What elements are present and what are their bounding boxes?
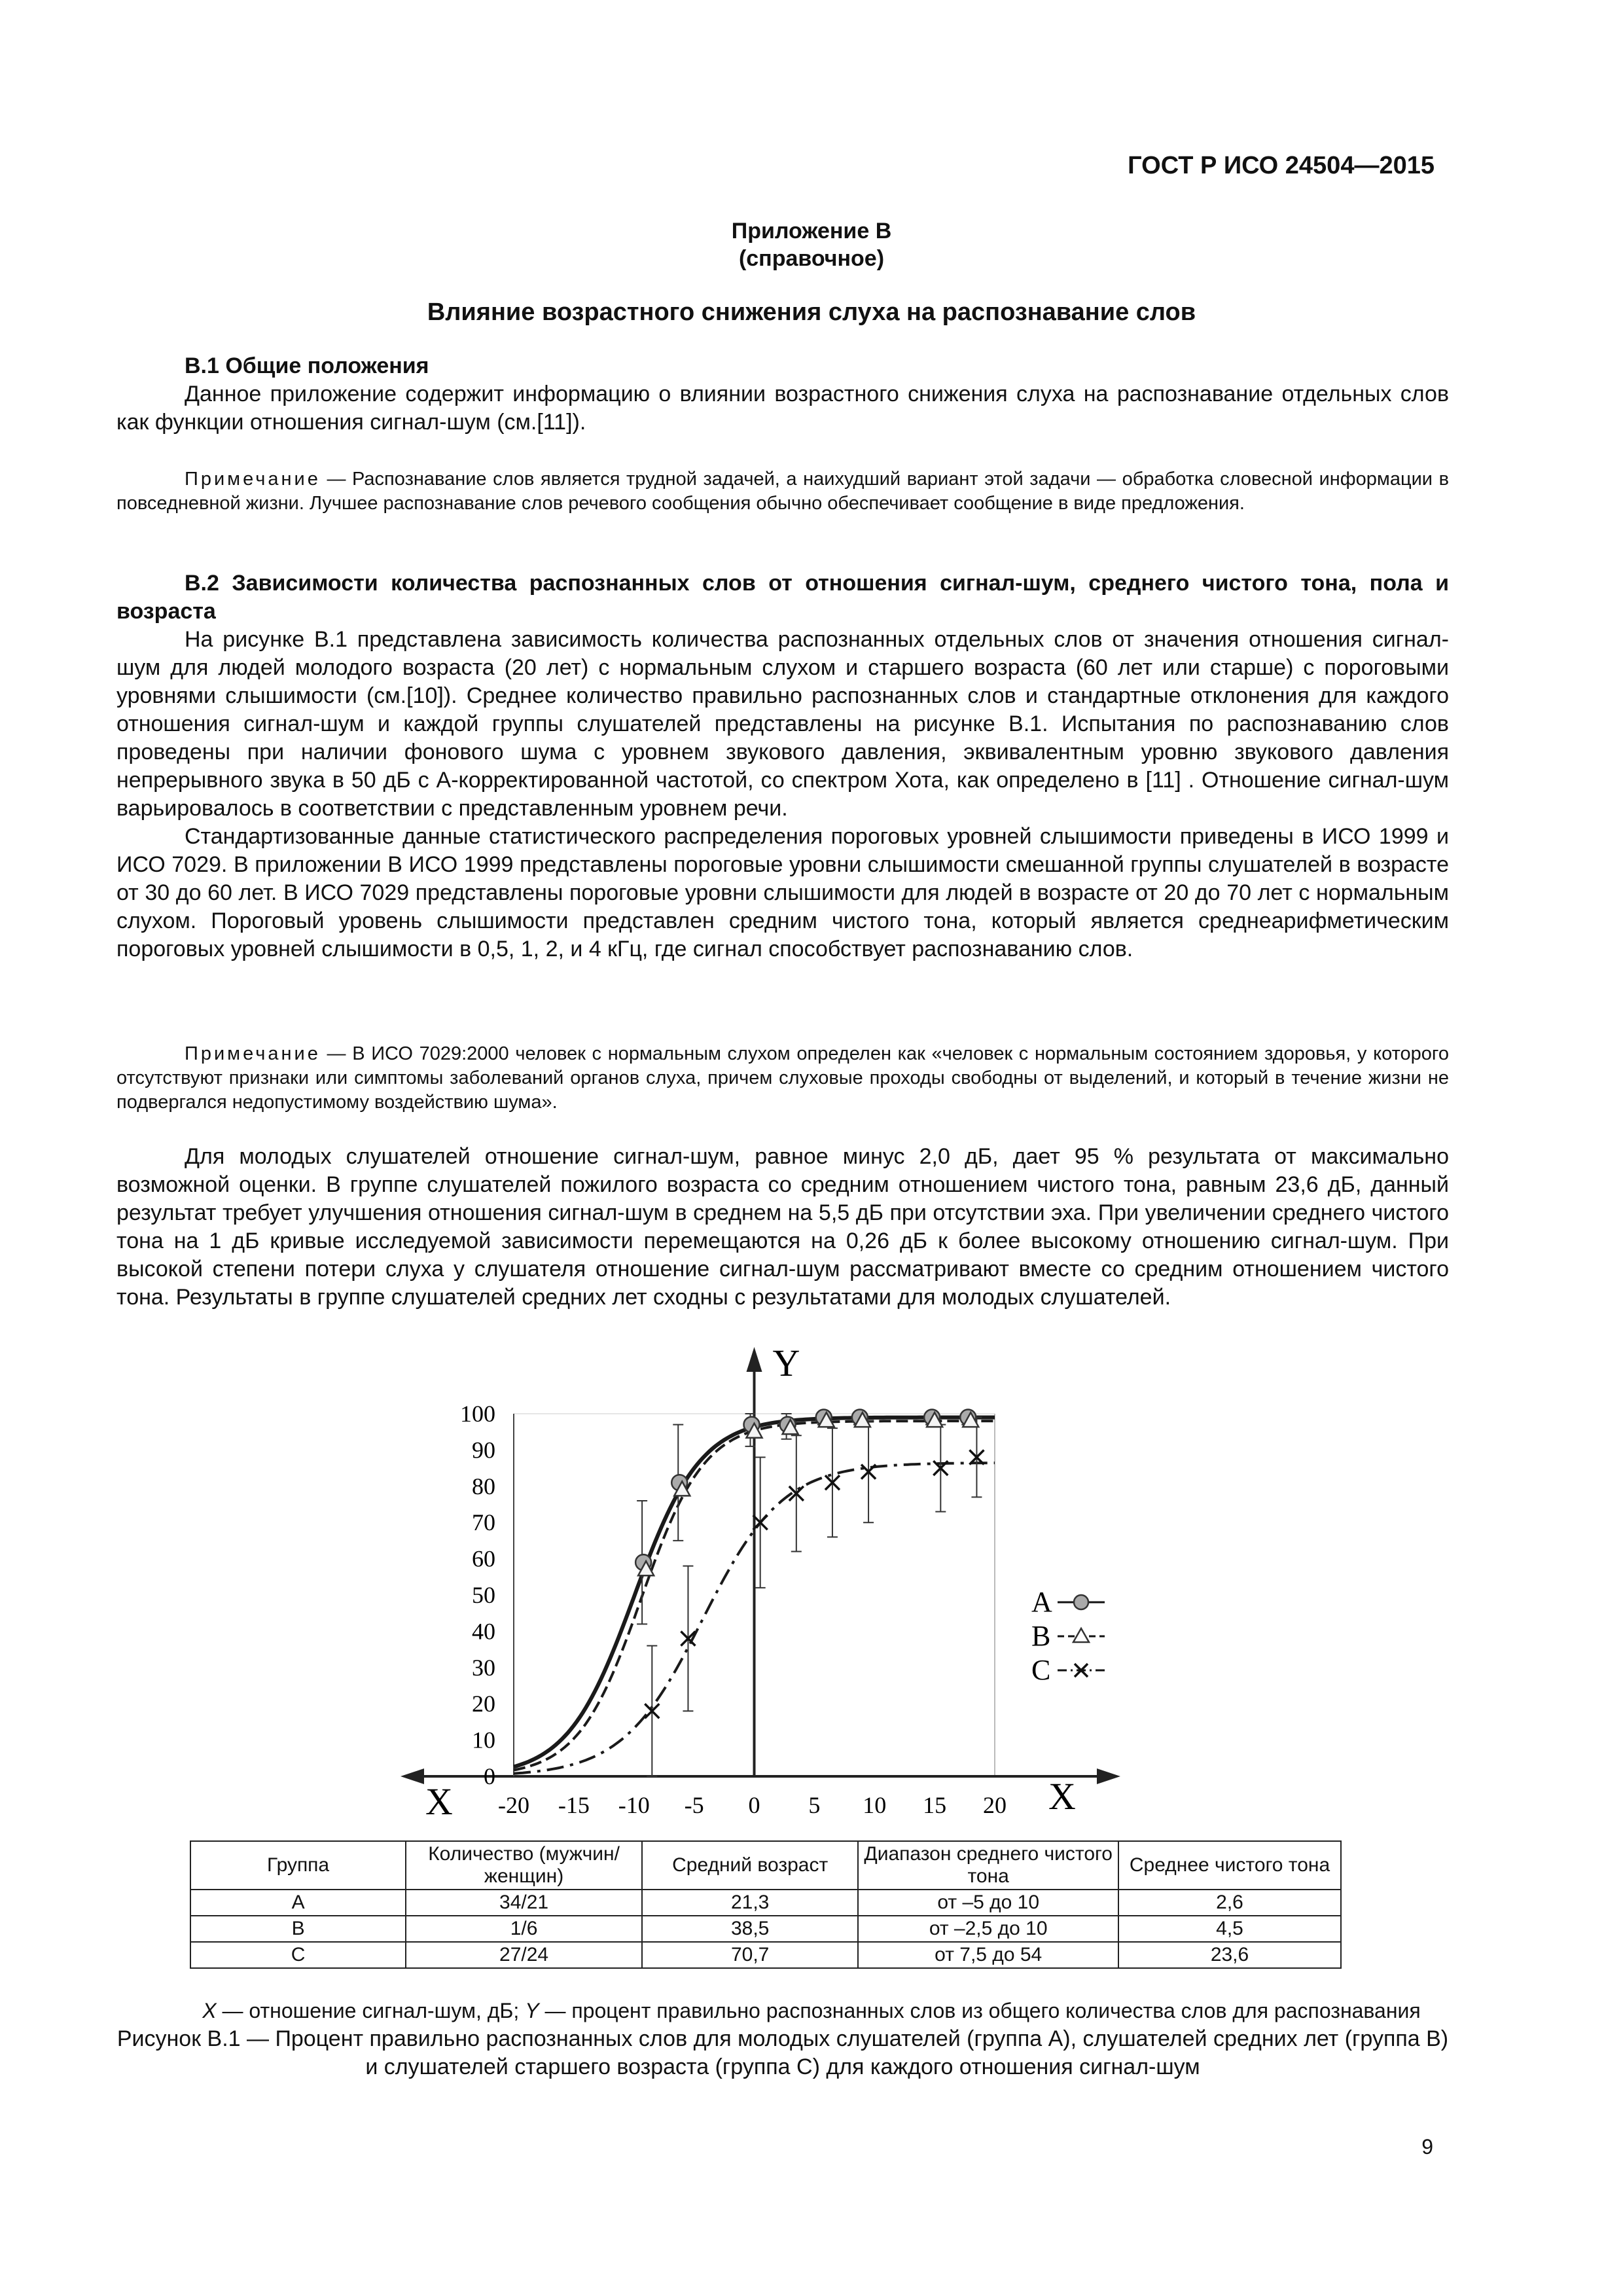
- table-cell: 38,5: [642, 1916, 858, 1942]
- figure-caption: Рисунок В.1 — Процент правильно распознанных слов для молодых слушателей (группа A), слушателей средних лет (группа B) и слушателей старшего возраста (группа C) для каждого отношения сигнал-шум: [116, 2026, 1449, 2079]
- x-description: — отношение сигнал-шум, дБ;: [216, 1999, 526, 2022]
- x-axis-label: X: [1048, 1775, 1076, 1818]
- section2-heading: В.2 Зависимости количества распознанных слов от отношения сигнал-шум, среднего чистого тона, пола и возраста: [116, 571, 1449, 624]
- legend-label-c: C: [1031, 1654, 1051, 1686]
- annex-title: Приложение В: [731, 219, 892, 243]
- table-header-cell: Диапазон среднего чистого тона: [858, 1841, 1118, 1890]
- annex-heading: Влияние возрастного снижения слуха на распознавание слов: [427, 298, 1196, 326]
- page-number: 9: [1421, 2135, 1433, 2159]
- x-axis-label-left: X: [425, 1780, 453, 1823]
- annex-type: (справочное): [738, 246, 885, 271]
- legend-label-a: A: [1031, 1586, 1052, 1618]
- section2-note: [116, 1042, 1449, 1115]
- x-tick-label: -10: [618, 1792, 650, 1818]
- table-cell: 70,7: [642, 1942, 858, 1968]
- x-tick-label: 0: [748, 1792, 760, 1818]
- x-axis-arrow-right: [1097, 1768, 1120, 1784]
- table-cell: от 7,5 до 54: [858, 1942, 1118, 1968]
- y-tick-label: 0: [484, 1763, 495, 1789]
- table-cell: 1/6: [406, 1916, 642, 1942]
- document-code: ГОСТ Р ИСО 24504—2015: [1128, 152, 1435, 179]
- table-cell: 27/24: [406, 1942, 642, 1968]
- x-tick-label: 5: [808, 1792, 821, 1818]
- x-tick-labels: [498, 1792, 1007, 1818]
- table-cell: 34/21: [406, 1890, 642, 1916]
- table-header-cell: Количество (мужчин/женщин): [406, 1841, 642, 1890]
- group-table: [190, 1840, 1342, 1969]
- table-cell: от –5 до 10: [858, 1890, 1118, 1916]
- x-axis-arrow-left: [401, 1768, 424, 1784]
- word-recognition-chart: [0, 1335, 1623, 1839]
- table-cell: 2,6: [1118, 1890, 1341, 1916]
- section2-block: [116, 569, 1449, 963]
- y-tick-label: 30: [472, 1654, 495, 1681]
- section2-paragraph-1: На рисунке В.1 представлена зависимость количества распознанных отдельных слов от значения отношения сигнал-шум для людей молодого возраста (20 лет) с нормальным слухом и старшего возраста (60 лет или старше) с пороговыми уровнями слышимости (см.[10]). Среднее количество правильно распознанных слов и стандартные отклонения для каждого отношения сигнал-шум и каждой группы слушателей представлены на рисунке В.1. Испытания по распознаванию слов проведены при наличии фонового шума с уровнем звукового давления, эквивалентным уровню звукового давления непрерывного звука в 50 дБ с А-корректированной частотой, со спектром Хота, как определено в [11] . Отношение сигнал-шум варьировалось в соответствии с представленным уровнем речи.: [116, 627, 1449, 821]
- section1-block: [116, 352, 1449, 437]
- table-row: [190, 1916, 1341, 1942]
- x-tick-label: -20: [498, 1792, 529, 1818]
- x-tick-label: -5: [684, 1792, 704, 1818]
- table-cell: B: [190, 1916, 406, 1942]
- table-cell: 4,5: [1118, 1916, 1341, 1942]
- table-cell: 23,6: [1118, 1942, 1341, 1968]
- table-cell: A: [190, 1890, 406, 1916]
- y-tick-label: 50: [472, 1582, 495, 1608]
- table-header-cell: Среднее чистого тона: [1118, 1841, 1341, 1890]
- y-symbol: Y: [525, 1999, 539, 2022]
- note-label: Примечание: [185, 469, 321, 490]
- table-cell: 21,3: [642, 1890, 858, 1916]
- chart-legend: [1031, 1586, 1105, 1686]
- y-tick-label: 60: [472, 1545, 495, 1572]
- table-row: [190, 1942, 1341, 1968]
- section1-paragraph: Данное приложение содержит информацию о влиянии возрастного снижения слуха на распознавание отдельных слов как функции отношения сигнал-шум (см.[11]).: [116, 382, 1449, 435]
- section1-note: [116, 467, 1449, 516]
- x-symbol: X: [202, 1999, 217, 2022]
- y-axis-label: Y: [772, 1342, 800, 1384]
- note-text: — В ИСО 7029:2000 человек с нормальным слухом определен как «человек с нормальным состоянием здоровья, у которого отсутствуют признаки или симптомы заболеваний органов слуха, причем слуховые проходы свободны от выделений, и который в течение жизни не подвергался недопустимому воздействию шума».: [116, 1043, 1449, 1113]
- y-tick-label: 10: [472, 1727, 495, 1753]
- y-tick-label: 90: [472, 1437, 495, 1463]
- legend-marker-circle: [1074, 1595, 1088, 1609]
- section2-paragraph-3: Для молодых слушателей отношение сигнал-шум, равное минус 2,0 дБ, дает 95 % результата от максимально возможной оценки. В группе слушателей пожилого возраста со средним отношением чистого тона, равным 23,6 дБ, данный результат требует улучшения отношения сигнал-шум в среднем на 5,5 дБ при отсутствии эха. При увеличении среднего чистого тона на 1 дБ кривые исследуемой зависимости перемещаются на 0,26 дБ к более высокому отношению сигнал-шум. При высокой степени потери слуха у слушателя отношение сигнал-шум рассматривают вместе со средним отношением чистого тона. Результаты в группе слушателей средних лет сходны с результатами для молодых слушателей.: [116, 1144, 1449, 1310]
- section1-heading: В.1 Общие положения: [185, 353, 429, 378]
- y-tick-label: 20: [472, 1691, 495, 1717]
- legend-marker-triangle: [1073, 1628, 1089, 1642]
- error-bars: [637, 1414, 982, 1776]
- y-description: — процент правильно распознанных слов из общего количества слов для распознавания: [539, 1999, 1421, 2022]
- x-tick-label: 20: [983, 1792, 1007, 1818]
- y-axis-arrow: [747, 1347, 762, 1372]
- figure-axes-legend: [0, 1998, 1623, 2024]
- legend-label-b: B: [1031, 1620, 1051, 1652]
- y-tick-label: 70: [472, 1509, 495, 1536]
- table-cell: от –2,5 до 10: [858, 1916, 1118, 1942]
- y-tick-labels: [460, 1401, 495, 1789]
- note-text: — Распознавание слов является трудной задачей, а наихудший вариант этой задачи — обработка словесной информации в повседневной жизни. Лучшее распознавание слов речевого сообщения обычно обеспечивает сообщение в виде предложения.: [116, 469, 1449, 514]
- y-tick-label: 80: [472, 1473, 495, 1499]
- x-tick-label: 15: [923, 1792, 947, 1818]
- table-cell: C: [190, 1942, 406, 1968]
- table-row: [190, 1890, 1341, 1916]
- table-header-cell: Средний возраст: [642, 1841, 858, 1890]
- section2-paragraph-2: Стандартизованные данные статистического распределения пороговых уровней слышимости приведены в ИСО 1999 и ИСО 7029. В приложении В ИСО 1999 представлены пороговые уровни слышимости смешанной группы слушателей в возрасте от 30 до 60 лет. В ИСО 7029 представлены пороговые уровни слышимости для людей в возрасте от 20 до 70 лет с нормальным слухом. Пороговый уровень слышимости представлен средним чистого тона, который является среднеарифметическим пороговых уровней слышимости в 0,5, 1, 2, и 4 кГц, где сигнал способствует распознаванию слов.: [116, 824, 1449, 961]
- y-tick-label: 100: [460, 1401, 495, 1427]
- table-header-row: [190, 1841, 1341, 1890]
- note-label: Примечание: [185, 1043, 321, 1064]
- y-tick-label: 40: [472, 1618, 495, 1645]
- x-tick-label: 10: [863, 1792, 887, 1818]
- table-header-cell: Группа: [190, 1841, 406, 1890]
- x-tick-label: -15: [558, 1792, 590, 1818]
